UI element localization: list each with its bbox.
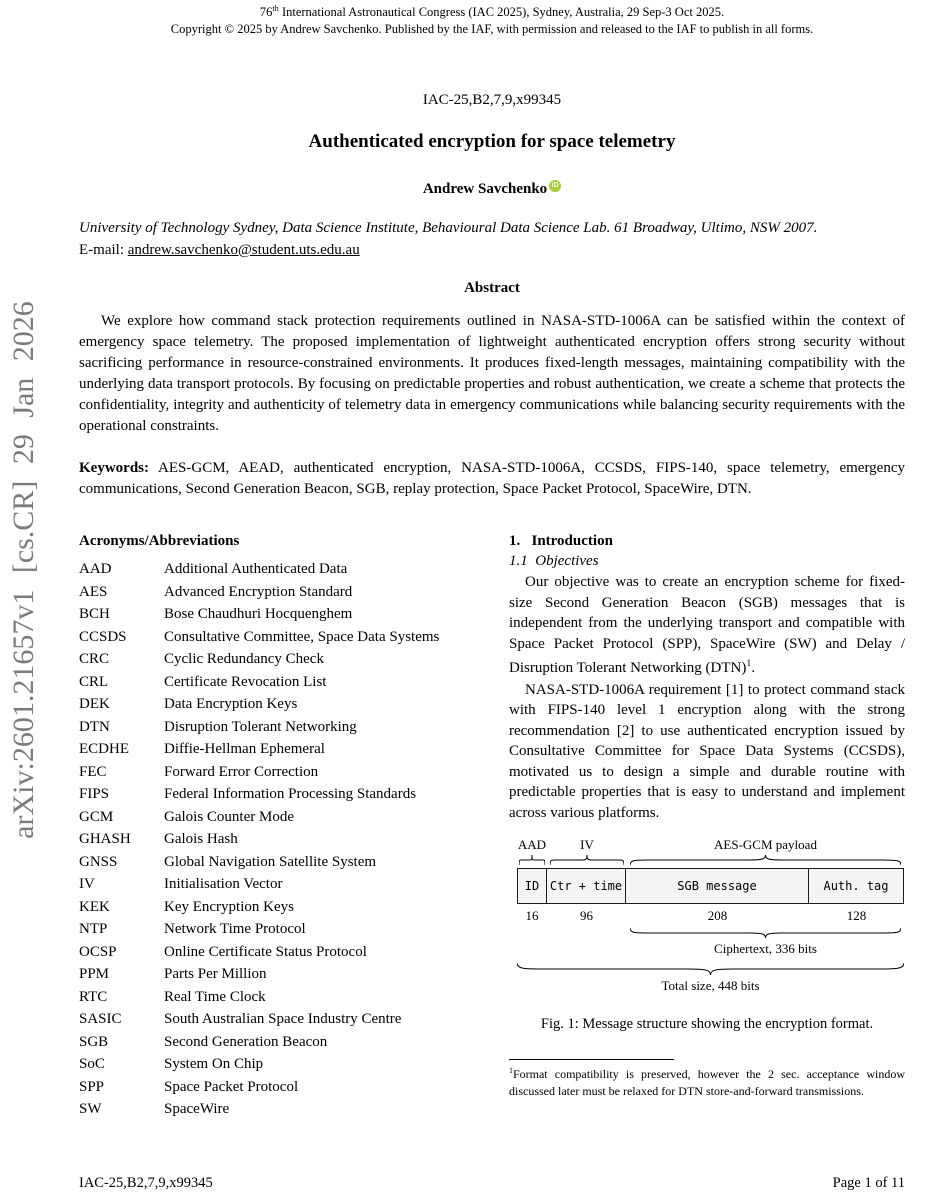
acronym-definition: Data Encryption Keys [164,696,298,713]
acronym-row [79,941,479,964]
acronym-row [79,1076,479,1099]
fig-bit-size: 96 [580,908,593,924]
acronym-definition: Initialisation Vector [164,876,283,893]
acronym-term: CRL [79,673,109,690]
acronym-row [79,693,479,716]
fig-label-payload: AES-GCM payload [714,837,817,853]
two-column-body [79,533,905,1121]
footer-page-number: Page 1 of 11 [832,1175,905,1191]
intro-paragraph-2: NASA-STD-1006A requirement [1] to protect command stack with FIPS-140 level 1 encryption along with the strong recommendation [2] to use authenticated encryption issued by Consultative Committee for Space Data Systems (CCSDS), motivated us to design a simple and durable routine with predictable properties that is easy to understand and implement across various platforms. [509,681,905,821]
acronym-row [79,1008,479,1031]
acronym-row [79,558,479,581]
acronym-row [79,851,479,874]
acronym-row [79,963,479,986]
footnote-marker: 1 [746,658,752,670]
abstract-text: We explore how command stack protection requirements outlined in NASA-STD-1006A can be satisfied within the context of emergency space telemetry. The proposed implementation of lightweight authenticated encryption offers strong security without sacrificing performance in resource-constrained environments. It produces fixed-length messages, maintaining compatibility with the underlying data transport protocols. By focusing on predictable properties and robust authentication, we create a scheme that protects the confidentiality, integrity and authenticity of telemetry data in emergency communications while balancing security requirements with the operational constraints. [79,313,905,435]
acronym-row [79,783,479,806]
acronym-term: SoC [79,1056,105,1073]
acronym-definition: South Australian Space Industry Centre [164,1011,402,1028]
fig-field-box: Auth. tag [808,868,904,904]
under-brace-icon [517,963,904,975]
acronym-term: PPM [79,966,110,983]
acronym-definition: Online Certificate Status Protocol [164,943,367,960]
acronym-definition: Advanced Encryption Standard [164,583,353,600]
ciphertext-label: Ciphertext, 336 bits [714,941,817,957]
acronym-definition: Real Time Clock [164,988,266,1005]
intro-heading: 1. Introduction [509,533,613,550]
acronym-term: GHASH [79,831,131,848]
acronym-row [79,1031,479,1054]
acronym-row [79,1053,479,1076]
over-brace-icon [627,855,904,865]
acronym-term: DEK [79,696,110,713]
acronym-term: SGB [79,1033,109,1050]
fig-label-aad: AAD [517,837,547,853]
acronym-definition: Key Encryption Keys [164,898,294,915]
acronym-term: GNSS [79,853,118,870]
acronym-term: AES [79,583,108,600]
right-column [509,533,905,1121]
keywords-label: Keywords: [79,460,149,477]
acronym-term: SW [79,1101,102,1118]
header-line-2: Copyright © 2025 by Andrew Savchenko. Published by the IAF, with permission and released to the IAF to publish in all forms. [170,22,814,37]
acronym-row [79,671,479,694]
acronym-definition: Galois Counter Mode [164,808,294,825]
acronym-term: DTN [79,718,110,735]
footnote-rule [509,1059,674,1060]
acronym-term: RTC [79,988,108,1005]
paper-code: IAC-25,B2,7,9,x99345 [422,91,562,108]
keywords-block [79,458,905,500]
left-column [79,533,479,1121]
fig-label-iv: IV [580,837,594,853]
acronym-term: FEC [79,763,107,780]
acronym-term: CCSDS [79,628,127,645]
acronym-definition: Second Generation Beacon [164,1033,328,1050]
acronym-term: AAD [79,561,112,578]
intro-subheading: 1.1 Objectives [509,553,599,570]
acronym-row [79,896,479,919]
acronym-definition: Diffie-Hellman Ephemeral [164,741,325,758]
acronym-definition: Space Packet Protocol [164,1078,299,1095]
fig-bit-size: 208 [707,908,728,924]
total-size-label: Total size, 448 bits [661,978,760,994]
intro-paragraph-1: Our objective was to create an encryption scheme for fixed-size Second Generation Beacon (SGB) messages that is independent from the underlying transport and compatible with Space Packet Protocol (SPP), SpaceWire (SW) and Delay / Disruption Tolerant Networking (DTN)$^1$. [509,574,905,677]
acronym-definition: Cyclic Redundancy Check [164,651,324,668]
acronym-definition: Network Time Protocol [164,921,306,938]
orcid-icon[interactable]: iD [549,180,561,192]
acronym-definition: Disruption Tolerant Networking [164,718,357,735]
acronym-term: KEK [79,898,110,915]
acronym-term: OCSP [79,943,117,960]
header-line-1: 76th International Astronautical Congress (IAC 2025), Sydney, Australia, 29 Sep-3 Oct 2025. [259,4,725,20]
footer-paper-code: IAC-25,B2,7,9,x99345 [79,1175,213,1191]
acronym-definition: System On Chip [164,1056,264,1073]
acronym-term: ECDHE [79,741,129,758]
acronym-row [79,716,479,739]
fig-bit-size: 128 [846,908,867,924]
author-name: Andrew Savchenko [422,180,548,197]
over-brace-icon [517,855,547,865]
affiliation: University of Technology Sydney, Data Science Institute, Behavioural Data Science Lab. 61 Broadway, Ultimo, NSW 2007. [79,219,818,236]
page-title: Authenticated encryption for space telemetry [308,130,676,152]
acronym-definition: Galois Hash [164,831,238,848]
acronym-term: NTP [79,921,108,938]
acronym-term: SPP [79,1078,105,1095]
acronym-row [79,603,479,626]
figure-caption: Fig. 1: Message structure showing the encryption format. [540,1016,874,1033]
acronym-row [79,806,479,829]
over-brace-icon [547,855,627,865]
acronym-definition: Additional Authenticated Data [164,561,348,578]
figure-1 [517,837,904,994]
author-line [79,180,905,198]
keywords-text: AES-GCM, AEAD, authenticated encryption, NASA-STD-1006A, CCSDS, FIPS-140, space telemetry, emergency communications, Second Generation Beacon, SGB, replay protection, Space Packet Protocol, SpaceWire, DTN. [79,460,905,498]
acronym-definition: SpaceWire [164,1101,230,1118]
fig-field-box: SGB message [625,868,809,904]
acronym-term: BCH [79,606,110,623]
arxiv-watermark: arXiv:2601.21657v1 [cs.CR] 29 Jan 2026 [7,301,40,839]
fig-bit-size: 16 [525,908,539,924]
acronym-term: IV [79,876,95,893]
acronym-table [79,558,479,1121]
acronym-term: CRC [79,651,110,668]
acronym-row [79,1098,479,1121]
acronym-definition: Global Navigation Satellite System [164,853,377,870]
acronym-definition: Bose Chaudhuri Hocquenghem [164,606,353,623]
acronym-definition: Parts Per Million [164,966,267,983]
acronym-term: FIPS [79,786,110,803]
acronym-term: SASIC [79,1011,122,1028]
fig-field-box: ID [517,868,547,904]
acronym-row [79,738,479,761]
acronym-row [79,648,479,671]
under-brace-icon [627,928,904,938]
acronym-definition: Certificate Revocation List [164,673,327,690]
affiliation-block [79,218,905,262]
acronym-row [79,761,479,784]
acronym-definition: Federal Information Processing Standards [164,786,417,803]
acronym-definition: Forward Error Correction [164,763,319,780]
acronym-row [79,581,479,604]
abstract-heading: Abstract [464,280,520,297]
acronym-row [79,626,479,649]
acronym-row [79,986,479,1009]
page-footer [79,1175,905,1192]
acronym-term: GCM [79,808,114,825]
acronym-definition: Consultative Committee, Space Data Systems [164,628,440,645]
email-link[interactable]: andrew.savchenko@student.uts.edu.au [127,241,360,258]
acronyms-heading: Acronyms/Abbreviations [79,533,240,550]
acronym-row [79,828,479,851]
footnote: $^1$Format compatibility is preserved, however the 2 sec. acceptance window discussed later must be relaxed for DTN store-and-forward transmissions. [509,1066,905,1098]
conference-header [79,3,905,38]
acronym-row [79,918,479,941]
email-label: E-mail: [79,241,128,258]
fig-field-box: Ctr + time [546,868,626,904]
acronym-row [79,873,479,896]
